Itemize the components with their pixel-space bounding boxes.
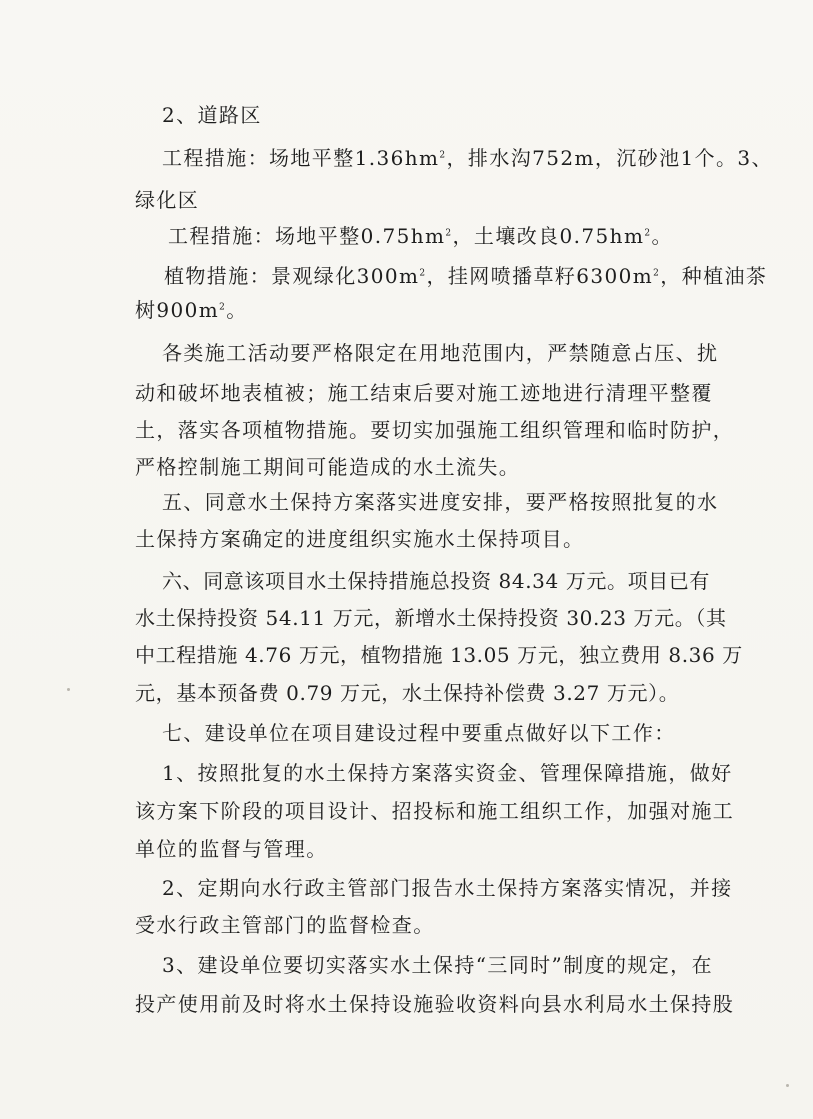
paragraph-five-line-2: 土保持方案确定的进度组织实施水土保持项目。	[135, 527, 585, 551]
scan-speck	[67, 688, 70, 691]
plant-measures-line-2: 树$900m^2$。	[135, 298, 248, 322]
item-one-line-2: 该方案下阶段的项目设计、招投标和施工组织工作，加强对施工	[135, 799, 735, 823]
section-heading-road-area: 2、道路区	[162, 103, 262, 127]
paragraph-six-line-3: 中工程措施 4.76 万元，植物措施 13.05 万元，独立费用 8.36 万	[135, 643, 743, 667]
section-heading-green-area: 绿化区	[135, 188, 200, 212]
item-two-line-1: 2、定期向水行政主管部门报告水土保持方案落实情况，并接	[162, 876, 733, 900]
item-one-line-3: 单位的监督与管理。	[135, 837, 328, 861]
paragraph-construction-line-2: 动和破坏地表植被；施工结束后要对施工迹地进行清理平整覆	[135, 381, 713, 405]
item-three-line-2: 投产使用前及时将水土保持设施验收资料向县水利局水土保持股	[135, 992, 735, 1016]
paragraph-construction-line-1: 各类施工活动要严格限定在用地范围内，严禁随意占压、扰	[162, 341, 719, 365]
paragraph-six-line-1: 六、同意该项目水土保持措施总投资 84.34 万元。项目已有	[162, 569, 710, 593]
paragraph-six-line-4: 元，基本预备费 0.79 万元，水土保持补偿费 3.27 万元）。	[135, 681, 680, 705]
paragraph-construction-line-4: 严格控制施工期间可能造成的水土流失。	[135, 455, 521, 479]
paragraph-construction-line-3: 土，落实各项植物措施。要切实加强施工组织管理和临时防护，	[135, 418, 735, 442]
engineering-measures-green: 工程措施：场地平整$0.75hm^2$，土壤改良$0.75hm^2$。	[168, 224, 673, 248]
paragraph-seven-heading: 七、建设单位在项目建设过程中要重点做好以下工作：	[162, 721, 676, 745]
paragraph-six-line-2: 水土保持投资 54.11 万元，新增水土保持投资 30.23 万元。（其	[135, 606, 727, 630]
scan-speck	[786, 1084, 789, 1087]
item-three-line-1: 3、建设单位要切实落实水土保持“三同时”制度的规定，在	[162, 953, 713, 977]
item-one-line-1: 1、按照批复的水土保持方案落实资金、管理保障措施，做好	[162, 761, 733, 785]
engineering-measures-road: 工程措施：场地平整$1.36hm^2$，排水沟752m，沉砂池1个。3、	[162, 146, 773, 170]
plant-measures-line-1: 植物措施：景观绿化$300m^2$，挂网喷播草籽$6300m^2$，种植油茶	[164, 264, 768, 288]
paragraph-five-line-1: 五、同意水土保持方案落实进度安排，要严格按照批复的水	[162, 490, 719, 514]
item-two-line-2: 受水行政主管部门的监督检查。	[135, 913, 435, 937]
